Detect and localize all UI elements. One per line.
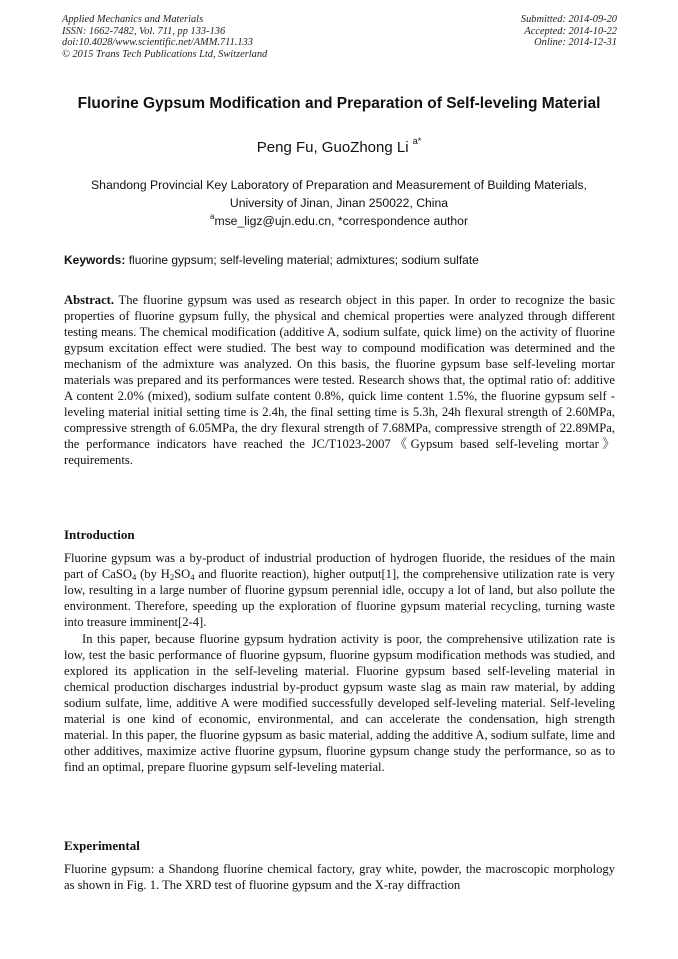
subscript: 2 [169,572,175,582]
keywords [64,253,616,267]
publication-dates [521,14,617,49]
intro-p1-text-a: Fluorine gypsum was a by-product of industrial production of hydrogen fluoride, the residues of the main part of CaSO [64,551,615,581]
introduction-paragraph-1 [64,550,615,630]
journal-info [62,14,267,60]
email-line [0,213,678,228]
abstract-label: Abstract. [64,293,115,307]
keywords-text: fluorine gypsum; self-leveling material; admixtures; sodium sulfate [125,253,479,267]
author-names: Peng Fu, GuoZhong Li [256,139,413,156]
intro-p1-text-c: SO [174,567,191,581]
issn-line: ISSN: 1662-7482, Vol. 711, pp 133-136 [62,25,226,37]
introduction-paragraph-2: In this paper, because fluorine gypsum hydration activity is poor, the comprehensive utilization rate is low, test the basic performance of fluorine gypsum, fluorine gypsum modification methods was studied, and explored its application in the self-leveling material. Fluorine gypsum based self-leveling material in chemical production discharges industrial by-product gypsum waste slag as main raw material, by adding sodium sulfate, lime, additive A were modified successfully developed self-leveling material. Self-leveling material is one kind of economic, environmental, and can accelerate the condensation, high strength material. In this paper, the fluorine gypsum as basic material, adding the additive A, sodium sulfate, lime and other additives, maximize active fluorine gypsum, fluorine gypsum change study the performance, so as to find an optimal, prepare fluorine gypsum self-leveling material. [64,632,615,774]
abstract-text: The fluorine gypsum was used as research object in this paper. In order to recognize the basic properties of fluorine gypsum fully, the physical and chemical properties were analyzed through different testing means. The chemical modification (additive A, sodium sulfate, quick lime) on the activity of fluorine gypsum excitation effect were studied. The best way to compound modification was determined and the mechanism of the admixture was analyzed. On this basis, the fluorine gypsum base self-leveling mortar materials was prepared and its performances were tested. Research shows that, the optimal ratio of: additive A content 2.0% (mixed), sodium sulfate content 0.8%, quick lime content 1.5%, the fluorine gypsum self -leveling material initial setting time is 2.4h, the final setting time is 5.3h, 24h flexural strength of 2.60MPa, compressive strength of 6.05MPa, the dry flexural strength of 7.68MPa, compressive strength of 22.89MPa, the performance indicators have reached the JC/T1023-2007《Gypsum based self-leveling mortar》requirements. [64,293,615,467]
keywords-label: Keywords: [64,253,126,267]
experimental-paragraph-1: Fluorine gypsum: a Shandong fluorine chemical factory, gray white, powder, the macroscopic morphology as shown in Fig. 1. The XRD test of fluorine gypsum and the X-ray diffraction [64,862,615,892]
subscript: 4 [190,572,195,582]
accepted-date: Accepted: 2014-10-22 [524,25,617,37]
submitted-date: Submitted: 2014-09-20 [520,14,617,25]
paper-title: Fluorine Gypsum Modification and Preparation of Self-leveling Material [77,95,601,112]
email-text: mse_ligz@ujn.edu.cn, *correspondence author [214,214,469,229]
online-date: Online: 2014-12-31 [534,37,617,49]
intro-p1-text-d: and fluorite reaction), higher output[1], the comprehensive utilization rate is very low, resulting in a large number of fluorine gypsum perennial idle, occupy a lot of land, but also pollute the environment. Therefore, speeding up the exploration of fluorine gypsum material recycling, turning waste into treasure imminent[2-4]. [64,567,615,629]
affiliation: Shandong Provincial Key Laboratory of Preparation and Measurement of Building Materials, University of Jinan, Jinan 250022, China [91,178,587,210]
subscript: 4 [131,572,137,582]
experimental-heading: Experimental [64,838,140,853]
author-superscript: a* [412,136,422,146]
journal-name: Applied Mechanics and Materials [62,14,204,25]
introduction-heading: Introduction [64,527,135,542]
author-line [0,138,678,156]
intro-p1-text-b: (by H [136,567,170,581]
email-superscript: a [209,212,215,221]
doi-line: doi:10.4028/www.scientific.net/AMM.711.133 [62,37,253,49]
abstract [64,292,615,468]
copyright-line: © 2015 Trans Tech Publications Ltd, Switzerland [62,48,268,60]
